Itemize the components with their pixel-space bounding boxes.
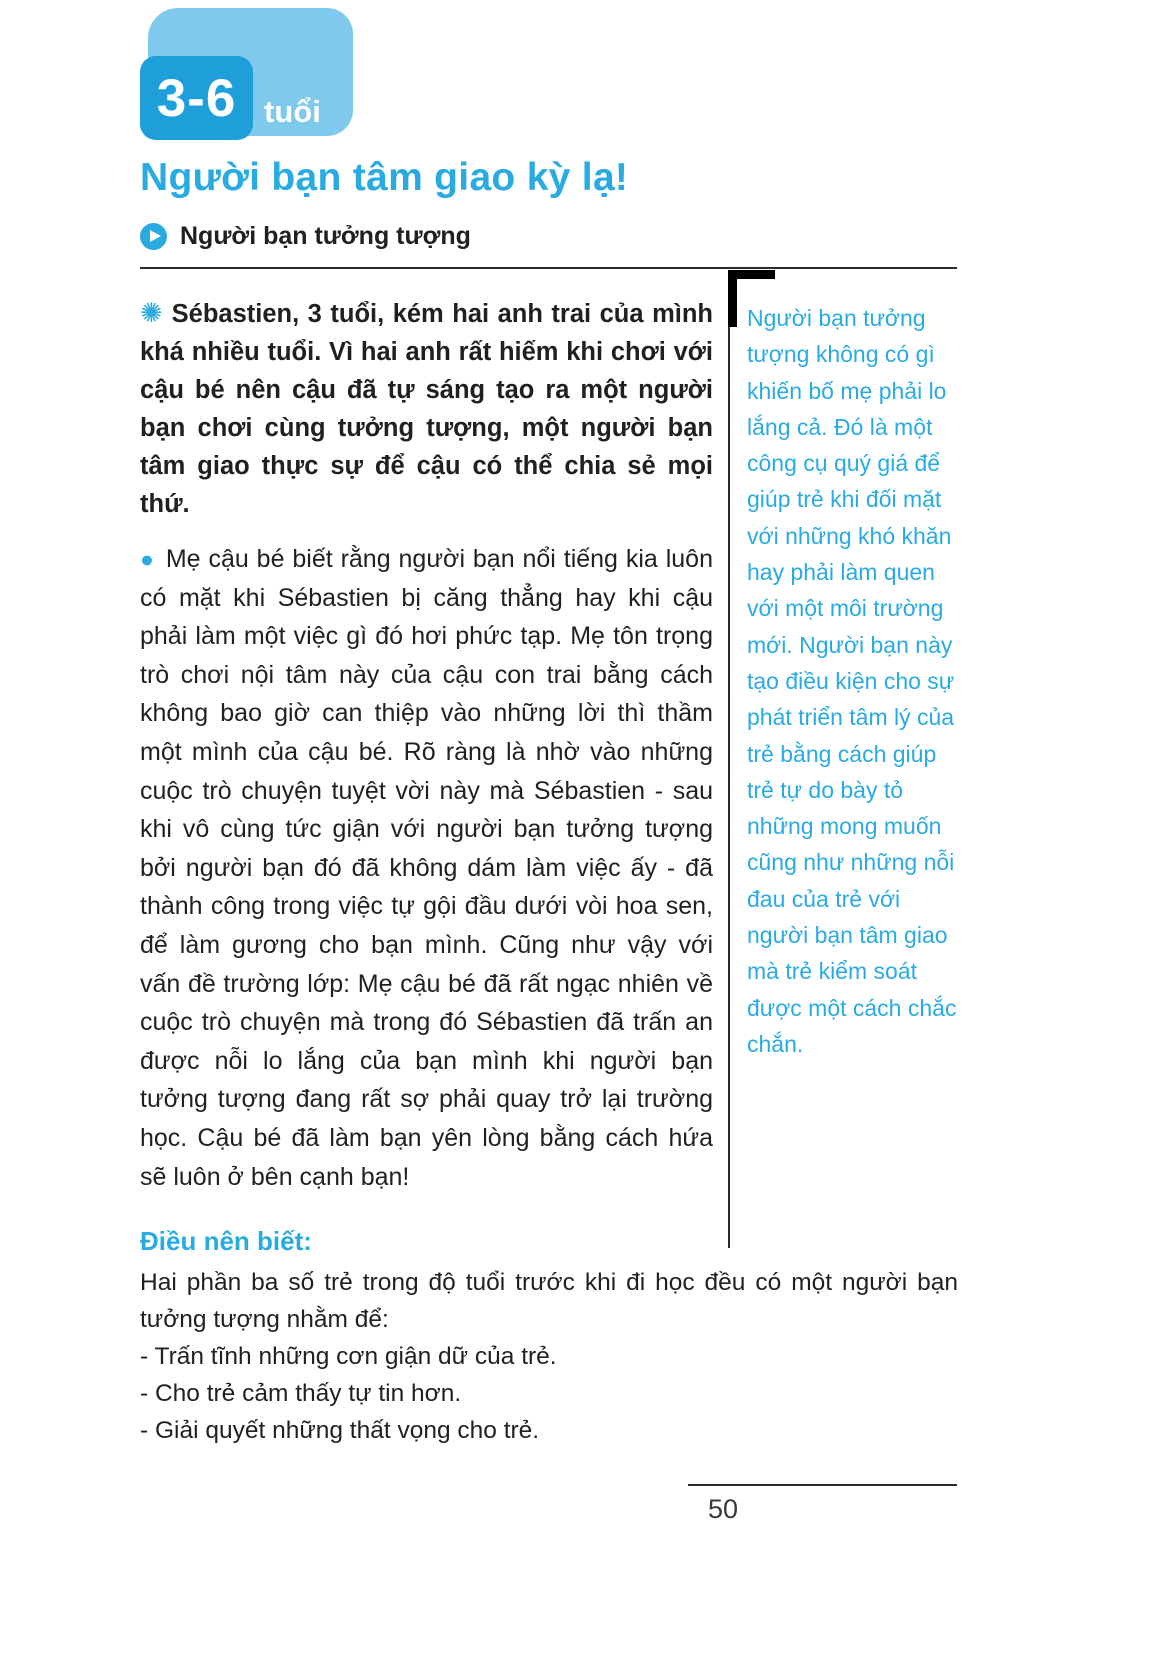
know-section (140, 1264, 958, 1449)
subtitle-label: Người bạn tưởng tượng (180, 222, 471, 250)
starburst-icon: ✺ (140, 298, 163, 328)
know-item: - Giải quyết những thất vọng cho trẻ. (140, 1417, 540, 1444)
age-badge-range: 3-6 (140, 56, 253, 140)
column-divider-line (728, 272, 730, 1248)
play-icon (140, 223, 167, 250)
top-divider-line (140, 267, 957, 269)
know-item: - Trấn tĩnh những cơn giận dữ của trẻ. (140, 1343, 557, 1370)
page-number: 50 (707, 1494, 739, 1524)
page-title: Người bạn tâm giao kỳ lạ! (140, 156, 629, 199)
bullet-dot-icon: ● (140, 546, 155, 572)
body-paragraph-text: Mẹ cậu bé biết rằng người bạn nổi tiếng kia luôn có mặt khi Sébastien bị căng thẳng hay khi cậu phải làm một việc gì đó hơi phức tạp. Mẹ tôn trọng trò chơi nội tâm này của cậu con trai bằng cách không bao giờ can thiệp vào những lời thì thầm một mình của cậu bé. Rõ ràng là nhờ vào những cuộc trò chuyện tuyệt vời này mà Sébastien - sau khi vô cùng tức giận với người bạn tưởng tượng bởi người bạn đó đã không dám làm việc ấy - đã thành công trong việc tự gội đầu dưới vòi hoa sen, để làm gương cho bạn mình. Cũng như vậy với vấn đề trường lớp: Mẹ cậu bé đã rất ngạc nhiên về cuộc trò chuyện mà trong đó Sébastien đã trấn an được nỗi lo lắng của bạn mình khi người bạn tưởng tượng đang rất sợ phải quay trở lại trường học. Cậu bé đã làm bạn yên lòng bằng cách hứa sẽ luôn ở bên cạnh bạn! (140, 545, 713, 1191)
sidebar-note: Người bạn tưởng tượng không có gì khiến bố mẹ phải lo lắng cả. Đó là một công cụ quý giá để giúp trẻ khi đối mặt với những khó khăn hay phải làm quen với một môi trường mới. Người bạn này tạo điều kiện cho sự phát triển tâm lý của trẻ bằng cách giúp trẻ tự do bày tỏ những mong muốn cũng như những nỗi đau của trẻ với người bạn tâm giao mà trẻ kiểm soát được một cách chắc chắn. (747, 305, 957, 1057)
footer-divider-line (688, 1484, 957, 1486)
section-subtitle (140, 222, 471, 251)
know-item: - Cho trẻ cảm thấy tự tin hơn. (140, 1380, 462, 1407)
main-text-column (140, 294, 713, 1196)
intro-paragraph-text: Sébastien, 3 tuổi, kém hai anh trai của mình khá nhiều tuổi. Vì hai anh rất hiếm khi chơi với cậu bé nên cậu đã tự sáng tạo ra một người bạn chơi cùng tưởng tượng, một người bạn tâm giao thực sự để cậu có thể chia sẻ mọi thứ. (140, 300, 713, 518)
intro-paragraph (140, 294, 713, 523)
know-heading: Điều nên biết: (140, 1226, 312, 1256)
know-intro: Hai phần ba số trẻ trong độ tuổi trước khi đi học đều có một người bạn tưởng tượng nhằm để: (140, 1269, 958, 1333)
age-badge-unit: tuổi (264, 94, 321, 129)
body-paragraph (140, 540, 713, 1196)
age-badge (140, 8, 355, 140)
